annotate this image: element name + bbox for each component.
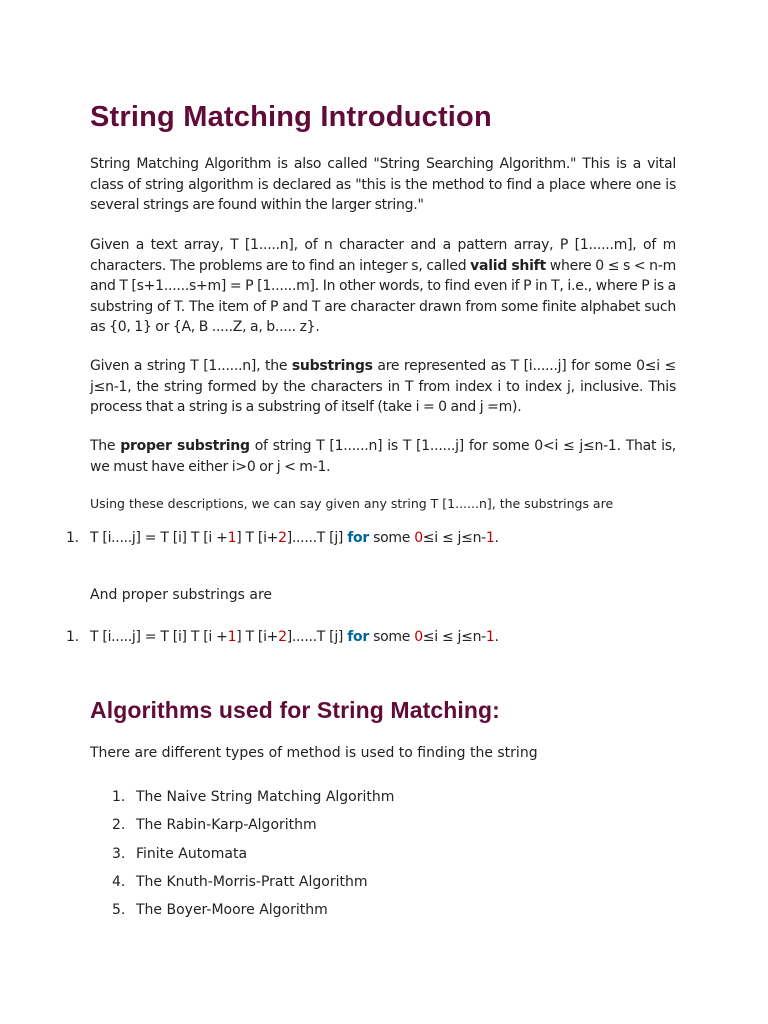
algorithm-name: The Naive String Matching Algorithm [136, 789, 395, 805]
substrings-term: substrings [291, 358, 373, 374]
code-number: 1 [485, 629, 495, 645]
list-item [112, 844, 394, 872]
list-number: 1. [112, 789, 126, 805]
code-text: ]......T [j] [286, 629, 348, 645]
proper-substring-paragraph [90, 436, 676, 477]
code-text: ] T [i+ [236, 530, 279, 546]
code-text: . [494, 629, 499, 645]
valid-shift-term: valid shift [470, 257, 546, 274]
list-number: 1. [66, 629, 79, 645]
list-item [112, 872, 394, 900]
intro-paragraph: String Matching Algorithm is also called "String Searching Algorithm." This is a vital class of string algorithm is declared as "this is the method to find a place where one is several strings are found within the larger string." [90, 156, 676, 214]
code-text: ]......T [j] [286, 530, 348, 546]
algorithm-name: The Rabin-Karp-Algorithm [136, 817, 317, 834]
code-text: ≤i ≤ j≤n- [422, 629, 486, 645]
code-text: ≤i ≤ j≤n- [422, 530, 486, 546]
algorithm-list [112, 787, 394, 928]
code-number: 1 [485, 530, 495, 546]
substrings-code-list [66, 530, 499, 546]
list-number: 4. [112, 873, 126, 890]
list-item [112, 787, 394, 815]
proper-text-end: of string T [1......n] is T [1......j] for some 0<i ≤ j≤n-1. That is, we must have either i>0 or j < m-1. [90, 438, 676, 475]
section-intro: There are different types of method is used to finding the string [90, 745, 538, 761]
list-number: 5. [112, 902, 126, 919]
algorithm-name: The Boyer-Moore Algorithm [136, 902, 328, 919]
code-text: some [368, 530, 415, 546]
code-keyword: for [347, 530, 369, 546]
list-item [112, 815, 394, 843]
list-number: 2. [112, 817, 126, 834]
list-number: 1. [66, 530, 79, 546]
definition-paragraph [90, 235, 676, 338]
descriptions-line: Using these descriptions, we can say given any string T [1......n], the substrings are [90, 496, 614, 511]
substrings-text-start: Given a string T [1......n], the [90, 358, 292, 374]
proper-substring-term: proper substring [120, 438, 250, 454]
proper-substrings-line: And proper substrings are [90, 587, 273, 603]
substrings-paragraph [90, 356, 676, 418]
code-keyword: for [347, 629, 369, 645]
proper-substrings-code-list [66, 629, 499, 645]
algorithm-name: The Knuth-Morris-Pratt Algorithm [136, 873, 368, 890]
code-text: T [i.....j] = T [i] T [i + [90, 629, 228, 645]
code-number: 0 [414, 530, 423, 546]
code-number: 2 [278, 530, 287, 546]
code-number: 1 [227, 530, 237, 546]
algorithm-name: Finite Automata [136, 845, 248, 862]
definition-text-start: Given a text array, T [1.....n], of n character and a pattern array, P [1......m], of m characters. The problems are to find an integer s, called [90, 237, 676, 274]
substrings-text-end: are represented as T [i......j] for some 0≤i ≤ j≤n-1, the string formed by the characters in T from index i to index j, inclusive. This process that a string is a substring of itself (take i = 0 and j =m). [90, 358, 676, 416]
list-number: 3. [112, 845, 126, 862]
code-text: T [i.....j] = T [i] T [i + [90, 530, 228, 546]
code-text: ] T [i+ [236, 629, 279, 645]
code-number: 2 [278, 629, 287, 645]
code-number: 0 [414, 629, 423, 645]
code-number: 1 [227, 629, 237, 645]
definition-text-end: where 0 ≤ s < n-m and T [s+1......s+m] = P [1......m]. In other words, to find even if P in T, i.e., where P is a substring of T. The item of P and T are character drawn from some finite alphabet such as {0, 1} or {A, B .....Z, a, b..... z}. [90, 257, 676, 336]
list-item [112, 900, 394, 928]
code-text: some [368, 629, 415, 645]
page-title: String Matching Introduction [90, 101, 492, 133]
proper-text-start: The [90, 438, 121, 454]
section-heading: Algorithms used for String Matching: [90, 697, 500, 723]
code-text: . [494, 530, 499, 546]
